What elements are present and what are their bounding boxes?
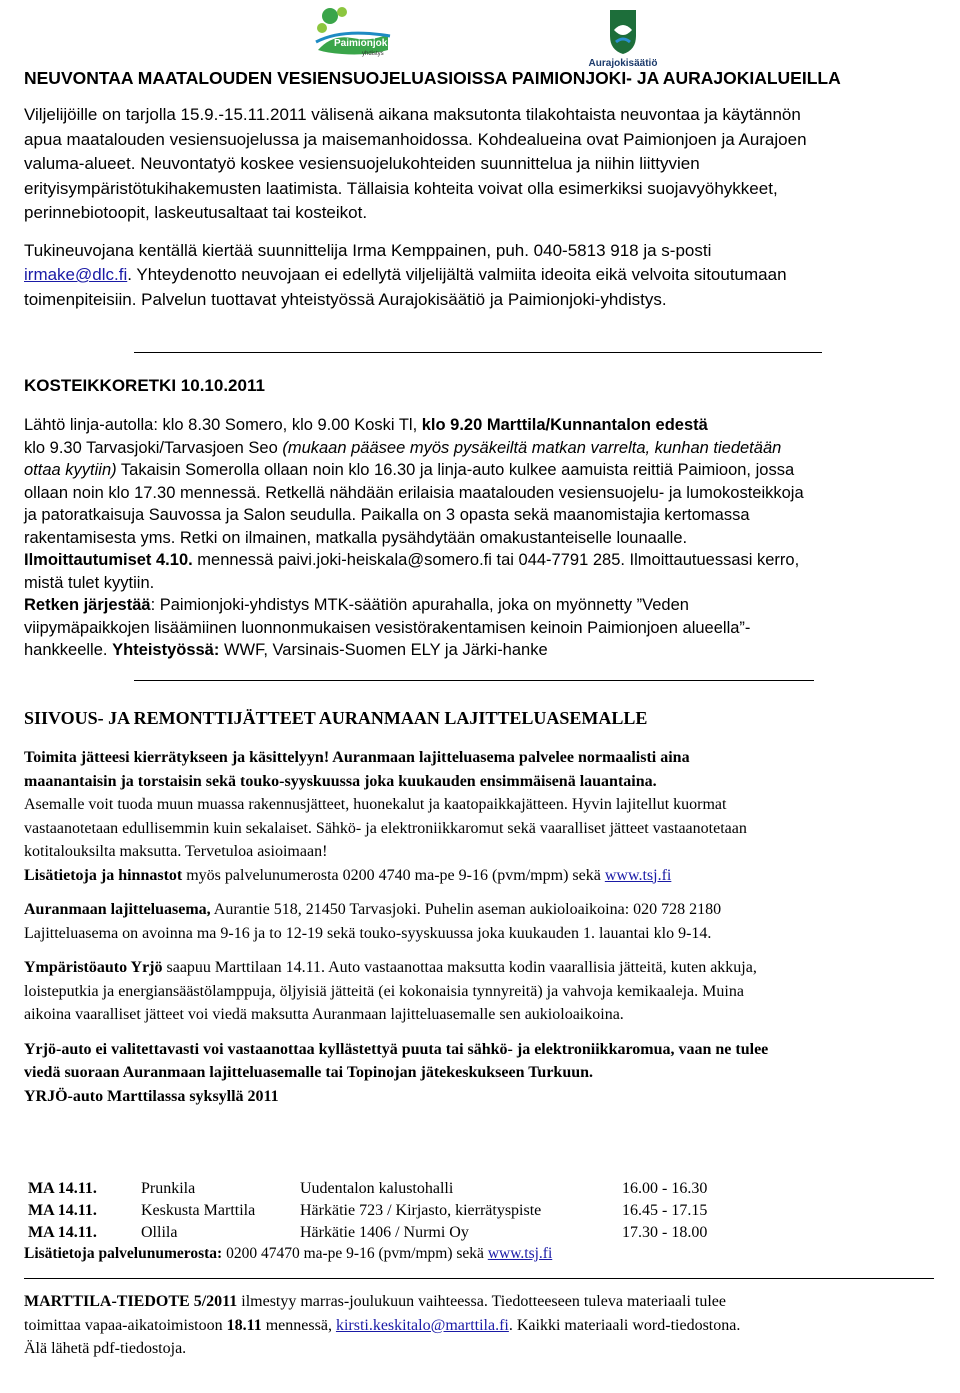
divider	[134, 352, 822, 353]
lajittelu-text: vastaanotetaan edullisemmin kuin sekalaiset. Sähkö- ja elektroniikkaromut sekä vaaralliset jätteet vastaanotetaan	[24, 819, 747, 837]
retki-text: viipymäpaikkojen lisäämiinen luonnonmukaisen vesistörakentamisen keinoin Paimionjoen alueella”-	[24, 618, 751, 637]
schedule-day: MA 14.11.	[28, 1180, 97, 1197]
neuvoja-line: toimenpiteisiin. Palvelun tuottavat yhteistyössä Aurajokisäätiö ja Paimionjoki-yhdistys.	[24, 289, 667, 309]
neuvonta-line: apua maatalouden vesiensuojelussa ja maisemanhoidossa. Kohdealueina ovat Paimionjoen ja Aurajoen	[24, 129, 807, 149]
retki-text: rakentamisesta yms. Retki on ilmainen, matkalla pysähdytään omakustanteiselle lounaalle.	[24, 528, 688, 547]
lajittelu-text-bold: Lisätietoja ja hinnastot	[24, 866, 183, 884]
schedule-time: 16.45 - 17.15	[622, 1202, 708, 1219]
paimionjoki-logo-subtext: yhdistys	[362, 51, 384, 57]
retki-text: WWF, Varsinais-Suomen ELY ja Järki-hanke	[219, 641, 548, 659]
tsj-link[interactable]: www.tsj.fi	[487, 1245, 553, 1262]
retki-text-bold: klo 9.20 Marttila/Kunnantalon edestä	[421, 416, 708, 434]
tiedote-text: toimittaa vapaa-aikatoimistoon	[24, 1316, 227, 1334]
divider	[24, 1278, 934, 1279]
retki-text-italic: (mukaan pääsee myös pysäkeiltä matkan varrelta, kunhan tiedetään	[282, 438, 782, 457]
retki-text: klo 9.30 Tarvasjoki/Tarvasjoen Seo	[24, 438, 283, 457]
paimionjoki-logo	[312, 6, 394, 58]
retki-text: hankkeelle.	[24, 641, 113, 659]
schedule-place: Ollila	[141, 1224, 178, 1241]
lajittelu-text-bold: Auranmaan lajitteluasema,	[24, 901, 211, 918]
schedule-time: 17.30 - 18.00	[622, 1224, 708, 1241]
lajittelu-text: saapuu Marttilaan 14.11. Auto vastaanottaa maksutta kodin vaarallisia jätteitä, kuten akkuja,	[162, 959, 757, 976]
kosteikkoretki-title: KOSTEIKKORETKI 10.10.2011	[24, 376, 265, 395]
lajittelu-text: 0200 47470 ma-pe 9-16 (pvm/mpm) sekä	[222, 1245, 488, 1262]
lajittelu-text: loisteputkia ja energiansäästölamppuja, öljyisiä jätteitä (ei kokonaisia tynnyreitä) ja vahvoja kemikaaleja. Muina	[24, 982, 744, 1000]
retki-text-bold: Retken järjestää	[24, 596, 151, 614]
aurajokisaatio-logo-text: Aurajokisäätiö	[588, 58, 658, 68]
schedule-place: Prunkila	[141, 1180, 196, 1197]
retki-text-bold: Yhteistyössä:	[112, 641, 220, 659]
schedule-address: Härkätie 1406 / Nurmi Oy	[300, 1224, 469, 1241]
neuvoja-text: . Yhteydenotto neuvojaan ei edellytä viljelijältä valmiita ideoita eikä velvoita sitoutumaan	[127, 265, 787, 284]
retki-text: ollaan noin klo 17.30 mennessä. Retkellä nähdään erilaisia maatalouden vesiensuojelu- ja lumokosteikkoja	[24, 483, 804, 502]
retki-text: ja patoratkaisuja Sauvossa ja Salon seudulla. Paikalla on 3 opasta sekä maanomistajia kertomassa	[24, 506, 750, 524]
schedule-title: YRJÖ-auto Marttilassa syksyllä 2011	[24, 1087, 279, 1105]
lajitteluasema-title: SIIVOUS- JA REMONTTIJÄTTEET AURANMAAN LAJITTELUASEMALLE	[24, 708, 648, 728]
tiedote-text-bold: 18.11	[226, 1316, 262, 1334]
schedule-day: MA 14.11.	[28, 1224, 97, 1241]
retki-text: mistä tulet kyytiin.	[24, 573, 155, 592]
neuvonta-line: valuma-alueet. Neuvontatyö koskee vesiensuojelukohteiden suunnittelua ja niihin liittyvien	[24, 154, 700, 173]
lajittelu-text: aikoina vaaralliset jätteet voi viedä maksutta Auranmaan lajitteluasemalle sen aukioloaikoina.	[24, 1006, 624, 1023]
lajittelu-text-bold: Toimita jätteesi kierrätykseen ja käsittelyyn! Auranmaan lajitteluasema palvelee normaalisti aina	[24, 749, 690, 766]
aurajokisaatio-logo	[574, 6, 672, 68]
schedule-place: Keskusta Marttila	[141, 1202, 256, 1219]
retki-text: mennessä paivi.joki-heiskala@somero.fi tai 044-7791 285. Ilmoittautuessasi kerro,	[192, 551, 800, 569]
section-marttila-tiedote	[24, 1290, 936, 1361]
kosteikkoretki-body	[24, 414, 936, 662]
retki-text: Takaisin Somerolla ollaan noin klo 16.30 ja linja-auto kulkee aamuista reittiä Paimioon, jossa	[116, 461, 795, 479]
neuvoja-line: Tukineuvojana kentällä kiertää suunnittelija Irma Kemppainen, puh. 040-5813 918 ja s-posti	[24, 240, 712, 260]
tiedote-text: ilmestyy marras-joulukuun vaihteessa. Tiedotteeseen tuleva materiaali tulee	[237, 1293, 726, 1310]
schedule-address: Uudentalon kalustohalli	[300, 1180, 454, 1197]
lajittelu-text: kotitalouksilta maksutta. Tervetuloa asioimaan!	[24, 843, 328, 860]
neuvoja-paragraph	[24, 239, 936, 313]
retki-text: Lähtö linja-autolla: klo 8.30 Somero, klo 9.00 Koski Tl,	[24, 416, 422, 434]
lajittelu-text-bold: Lisätietoja palvelunumerosta:	[24, 1245, 223, 1262]
lajittelu-text-bold: Yrjö-auto ei valitettavasti voi vastaanottaa kyllästettyä puuta tai sähkö- ja elektroniikkaromua, vaan ne tulee	[24, 1040, 769, 1058]
tiedote-text-bold: MARTTILA-TIEDOTE 5/2011	[24, 1293, 238, 1310]
kirsti-email-link[interactable]: kirsti.keskitalo@marttila.fi	[335, 1316, 509, 1334]
lajittelu-text: Asemalle voit tuoda muun muassa rakennusjätteet, huonekalut ja kaatopaikkajätteen. Hyvin lajitellut kuormat	[24, 796, 727, 813]
lajittelu-text: Aurantie 518, 21450 Tarvasjoki. Puhelin aseman aukioloaikoina: 020 728 2180	[210, 901, 722, 918]
divider	[134, 680, 814, 681]
tiedote-text: Älä lähetä pdf-tiedostoja.	[24, 1340, 187, 1357]
irmake-email-link[interactable]: irmake@dlc.fi	[24, 265, 128, 284]
retki-text-italic: ottaa kyytiin)	[24, 461, 117, 479]
ymparistoauto-paragraph	[24, 956, 936, 1027]
lajittelu-text-bold: Ympäristöauto Yrjö	[24, 959, 163, 976]
lajitteluasema-intro	[24, 746, 936, 887]
tiedote-text: . Kaikki materiaali word-tiedostona.	[508, 1316, 741, 1334]
schedule-day: MA 14.11.	[28, 1202, 97, 1219]
neuvonta-line: erityisympäristötukihakemusten laatimista. Tällaisia kohteita voivat olla esimerkiksi suojavyöhykkeet,	[24, 178, 778, 198]
section-neuvonta	[24, 66, 936, 312]
lajittelu-text-bold: maanantaisin ja torstaisin sekä touko-syyskuussa joka kuukauden ensimmäisenä lauantaina.	[24, 772, 657, 790]
neuvoja-line	[24, 263, 936, 288]
lajittelu-text: Lajitteluasema on avoinna ma 9-16 ja to 12-19 sekä touko-syyskuussa joka kuukauden 1. lauantai klo 9-14.	[24, 924, 712, 942]
lajittelu-text-bold: viedä suoraan Auranmaan lajitteluasemalle tai Topinojan jätekeskukseen Turkuun.	[24, 1064, 594, 1081]
retki-text-bold: Ilmoittautumiset 4.10.	[24, 551, 193, 569]
header-logos	[0, 6, 960, 68]
tiedote-text: mennessä,	[261, 1316, 336, 1334]
retki-text: : Paimionjoki-yhdistys MTK-säätiön apurahalla, joka on myönnetty ”Veden	[150, 596, 689, 614]
neuvonta-line: Viljelijöille on tarjolla 15.9.-15.11.2011 välisenä aikana maksutonta tilakohtaista neuvontaa ja käytännön	[24, 105, 801, 124]
schedule-time: 16.00 - 16.30	[622, 1180, 708, 1197]
tsj-link[interactable]: www.tsj.fi	[604, 866, 672, 884]
section-neuvonta-title: NEUVONTAA MAATALOUDEN VESIENSUOJELUASIOISSA PAIMIONJOKI- JA AURAJOKIALUEILLA	[24, 68, 841, 88]
yrjo-warning	[24, 1038, 936, 1109]
schedule-address: Härkätie 723 / Kirjasto, kierrätyspiste	[300, 1202, 542, 1219]
section-lajitteluasema	[24, 706, 936, 1108]
paimionjoki-logo-text: Paimionjoki	[334, 38, 391, 49]
section-kosteikkoretki	[24, 374, 936, 662]
lajittelu-text: myös palvelunumerosta 0200 4740 ma-pe 9-16 (pvm/mpm) sekä	[182, 866, 605, 884]
neuvonta-line: perinnebiotoopit, laskeutusaltaat tai kosteikot.	[24, 203, 368, 222]
lajitteluasema-address	[24, 898, 936, 945]
neuvonta-paragraph	[24, 103, 936, 226]
lisatietoja-line	[24, 1242, 936, 1266]
